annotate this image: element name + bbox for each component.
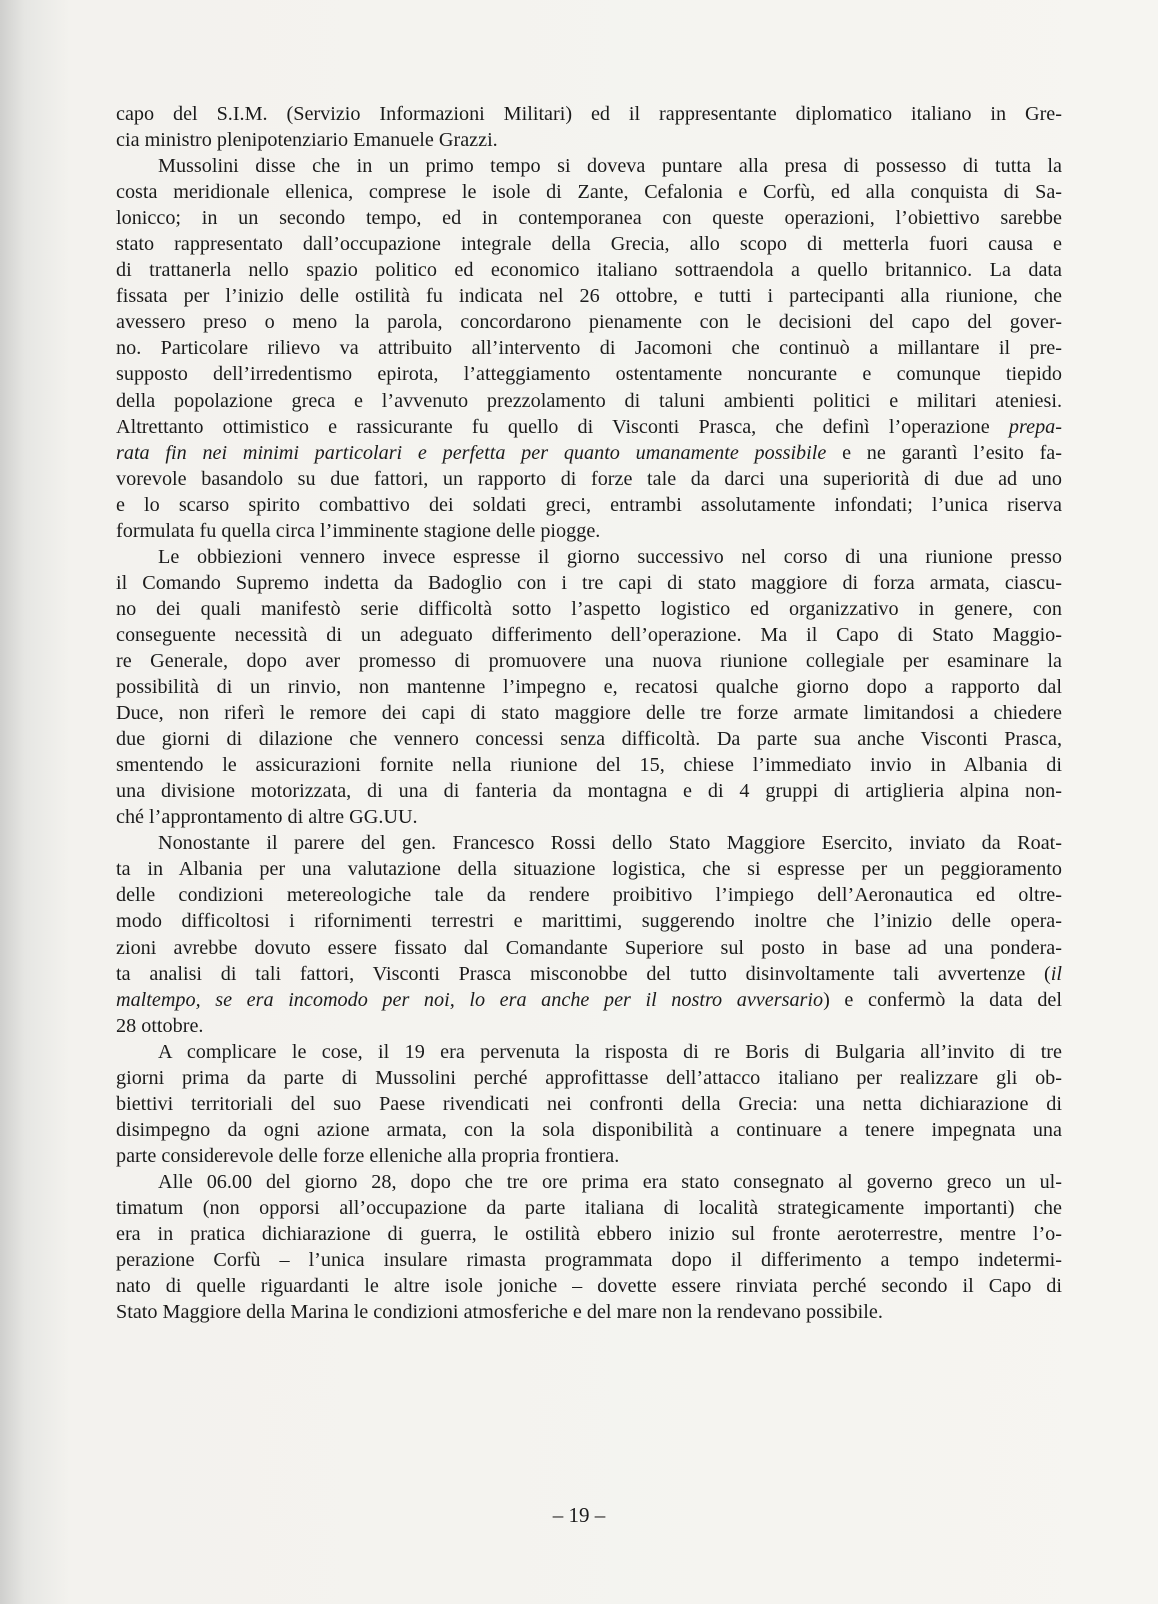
text-line	[116, 440, 1062, 466]
text-span: capo del S.I.M. (Servizio Informazioni Militari) ed il rappresentante diplomatico italiano in Gre-	[116, 103, 1062, 125]
text-span: modo difficoltosi i rifornimenti terrestri e marittimi, suggerendo inoltre che l’inizio delle opera-	[116, 910, 1062, 933]
text-line	[116, 752, 1062, 778]
text-line	[116, 1299, 1062, 1325]
text-span: di trattanerla nello spazio politico ed economico italiano sottraendola a quello britannico. La data	[116, 259, 1062, 282]
page-number: – 19 –	[552, 1503, 606, 1527]
text-span: Alle 06.00 del giorno 28, dopo che tre ore prima era stato consegnato al governo greco un ul-	[158, 1170, 1062, 1193]
text-span: 28 ottobre.	[116, 1014, 204, 1037]
text-line	[116, 856, 1062, 882]
text-span: Le obbiezioni vennero invece espresse il giorno successivo nel corso di una riunione presso	[158, 545, 1062, 568]
text-line	[116, 1013, 1062, 1039]
text-span: delle condizioni metereologiche tale da rendere proibitivo l’impiego dell’Aeronautica ed oltre-	[116, 884, 1062, 907]
text-span: smentendo le assicurazioni fornite nella riunione del 15, chiese l’immediato invio in Albania di	[116, 754, 1062, 777]
text-line	[116, 153, 1062, 179]
text-line	[116, 388, 1062, 414]
text-span: ché l’approntamento di altre GG.UU.	[116, 806, 418, 829]
text-span: Nonostante il parere del gen. Francesco Rossi dello Stato Maggiore Esercito, inviato da Roat-	[158, 832, 1062, 855]
text-line	[116, 231, 1062, 257]
text-span: Mussolini disse che in un primo tempo si doveva puntare alla presa di possesso di tutta la	[158, 155, 1062, 178]
text-span: ta in Albania per una valutazione della situazione logistica, che si espresse per un peggioramento	[116, 858, 1062, 881]
text-line	[116, 309, 1062, 335]
text-span: zioni avrebbe dovuto essere fissato dal Comandante Superiore sul posto in base ad una pondera-	[116, 936, 1062, 959]
text-line	[116, 492, 1062, 518]
text-span: timatum (non opporsi all’occupazione da parte italiana di località strategicamente importanti) che	[116, 1196, 1062, 1219]
text-line	[116, 987, 1062, 1013]
text-line	[116, 1065, 1062, 1091]
text-line	[116, 544, 1062, 570]
text-span: vorevole basandolo su due fattori, un rapporto di forze tale da darci una superiorità di due ad uno	[116, 467, 1062, 490]
text-line	[116, 700, 1062, 726]
text-line	[116, 935, 1062, 961]
text-span: due giorni di dilazione che vennero concessi senza difficoltà. Da parte sua anche Visconti Prasca,	[116, 728, 1062, 751]
text-line	[116, 335, 1062, 361]
text-span: re Generale, dopo aver promesso di promuovere una nuova riunione collegiale per esaminare la	[116, 649, 1062, 672]
text-line	[116, 1169, 1062, 1195]
text-span: A complicare le cose, il 19 era pervenuta la risposta di re Boris di Bulgaria all’invito di tre	[158, 1040, 1062, 1063]
text-line	[116, 518, 1062, 544]
italic-text: maltempo, se era incomodo per noi, lo era anche per il nostro avversario	[116, 988, 824, 1011]
text-span: supposto dell’irredentismo epirota, l’atteggiamento ostentamente noncurante e comunque tiepido	[116, 363, 1062, 386]
text-span: era in pratica dichiarazione di guerra, le ostilità ebbero inizio sul fronte aeroterrestre, mentre l’o-	[116, 1223, 1062, 1246]
text-line	[116, 283, 1062, 309]
text-line	[116, 596, 1062, 622]
text-line	[116, 804, 1062, 830]
paragraph	[116, 101, 1062, 153]
text-line	[116, 674, 1062, 700]
text-line	[116, 1039, 1062, 1065]
text-line	[116, 648, 1062, 674]
text-line	[116, 257, 1062, 283]
text-span: e lo scarso spirito combattivo dei soldati greci, entrambi assolutamente infondati; l’unica riserva	[116, 493, 1062, 516]
text-span: giorni prima da parte di Mussolini perché approfittasse dell’attacco italiano per realizzare gli ob-	[116, 1066, 1062, 1089]
text-span: il Comando Supremo indetta da Badoglio con i tre capi di stato maggiore di forza armata, ciascu-	[116, 571, 1062, 594]
italic-text: prepa-	[1008, 415, 1062, 438]
text-span: formulata fu quella circa l’imminente stagione delle piogge.	[116, 519, 601, 542]
text-span: ) e confermò la data del	[823, 988, 1062, 1011]
body-text	[116, 101, 1062, 1325]
text-line	[116, 179, 1062, 205]
text-span: nato di quelle riguardanti le altre isole joniche – dovette essere rinviata perché secondo il Capo di	[116, 1275, 1062, 1298]
text-span: biettivi territoriali del suo Paese rivendicati nei confronti della Grecia: una netta dichiarazione di	[116, 1092, 1062, 1115]
paragraph	[116, 544, 1062, 831]
text-line	[116, 414, 1062, 440]
italic-text: il	[1050, 962, 1062, 985]
text-line	[116, 908, 1062, 934]
text-line	[116, 127, 1062, 153]
paragraph	[116, 830, 1062, 1038]
text-span: una divisione motorizzata, di una di fanteria da montagna e di 4 gruppi di artiglieria alpina non-	[116, 780, 1062, 803]
text-line	[116, 1247, 1062, 1273]
text-line	[116, 1091, 1062, 1117]
text-span: stato rappresentato dall’occupazione integrale della Grecia, allo scopo di metterla fuori causa e	[116, 233, 1062, 256]
text-span: Altrettanto ottimistico e rassicurante fu quello di Visconti Prasca, che definì l’operazione	[116, 415, 1009, 438]
text-line	[116, 726, 1062, 752]
text-line	[116, 1273, 1062, 1299]
paragraph	[116, 1039, 1062, 1169]
text-span: fissata per l’inizio delle ostilità fu indicata nel 26 ottobre, e tutti i partecipanti alla riunione, che	[116, 285, 1062, 308]
text-span: Duce, non riferì le remore dei capi di stato maggiore delle tre forze armate limitandosi a chiedere	[116, 702, 1062, 725]
text-line	[116, 1221, 1062, 1247]
italic-text: rata fin nei minimi particolari e perfetta per quanto umanamente possibile	[116, 441, 827, 464]
text-span: ta analisi di tali fattori, Visconti Prasca misconobbe del tutto disinvoltamente tali avvertenze (	[116, 962, 1051, 985]
text-line	[116, 1195, 1062, 1221]
text-line	[116, 778, 1062, 804]
text-span: parte considerevole delle forze elleniche alla propria frontiera.	[116, 1144, 620, 1167]
text-span: avessero preso o meno la parola, concordarono pienamente con le decisioni del capo del gover-	[116, 311, 1062, 334]
text-line	[116, 1143, 1062, 1169]
paragraph	[116, 1169, 1062, 1325]
text-line	[116, 466, 1062, 492]
text-span: della popolazione greca e l’avvenuto prezzolamento di taluni ambienti politici e militari ateniesi.	[116, 389, 1062, 412]
text-line	[116, 101, 1062, 127]
text-span: Stato Maggiore della Marina le condizioni atmosferiche e del mare non la rendevano possibile.	[116, 1301, 883, 1324]
text-span: conseguente necessità di un adeguato differimento dell’operazione. Ma il Capo di Stato Maggio-	[116, 623, 1062, 646]
text-span: no dei quali manifestò serie difficoltà sotto l’aspetto logistico ed organizzativo in genere, con	[116, 597, 1062, 620]
text-line	[116, 830, 1062, 856]
text-line	[116, 570, 1062, 596]
text-line	[116, 622, 1062, 648]
text-span: perazione Corfù – l’unica insulare rimasta programmata dopo il differimento a tempo indetermi-	[116, 1249, 1062, 1272]
text-span: no. Particolare rilievo va attribuito all’intervento di Jacomoni che continuò a millantare il pre-	[116, 337, 1062, 360]
text-line	[116, 205, 1062, 231]
text-span: cia ministro plenipotenziario Emanuele Grazzi.	[116, 129, 498, 152]
paragraph	[116, 153, 1062, 544]
text-line	[116, 361, 1062, 387]
text-span: possibilità di un rinvio, non mantenne l’impegno e, recatosi qualche giorno dopo a rapporto dal	[116, 676, 1062, 699]
text-line	[116, 961, 1062, 987]
text-line	[116, 882, 1062, 908]
text-span: e ne garantì l’esito fa-	[826, 441, 1062, 464]
text-span: disimpegno da ogni azione armata, con la sola disponibilità a continuare a tenere impegnata una	[116, 1118, 1062, 1141]
text-span: lonicco; in un secondo tempo, ed in contemporanea con queste operazioni, l’obiettivo sarebbe	[116, 207, 1062, 230]
text-line	[116, 1117, 1062, 1143]
text-span: costa meridionale ellenica, comprese le isole di Zante, Cefalonia e Corfù, ed alla conquista di Sa-	[116, 181, 1062, 204]
